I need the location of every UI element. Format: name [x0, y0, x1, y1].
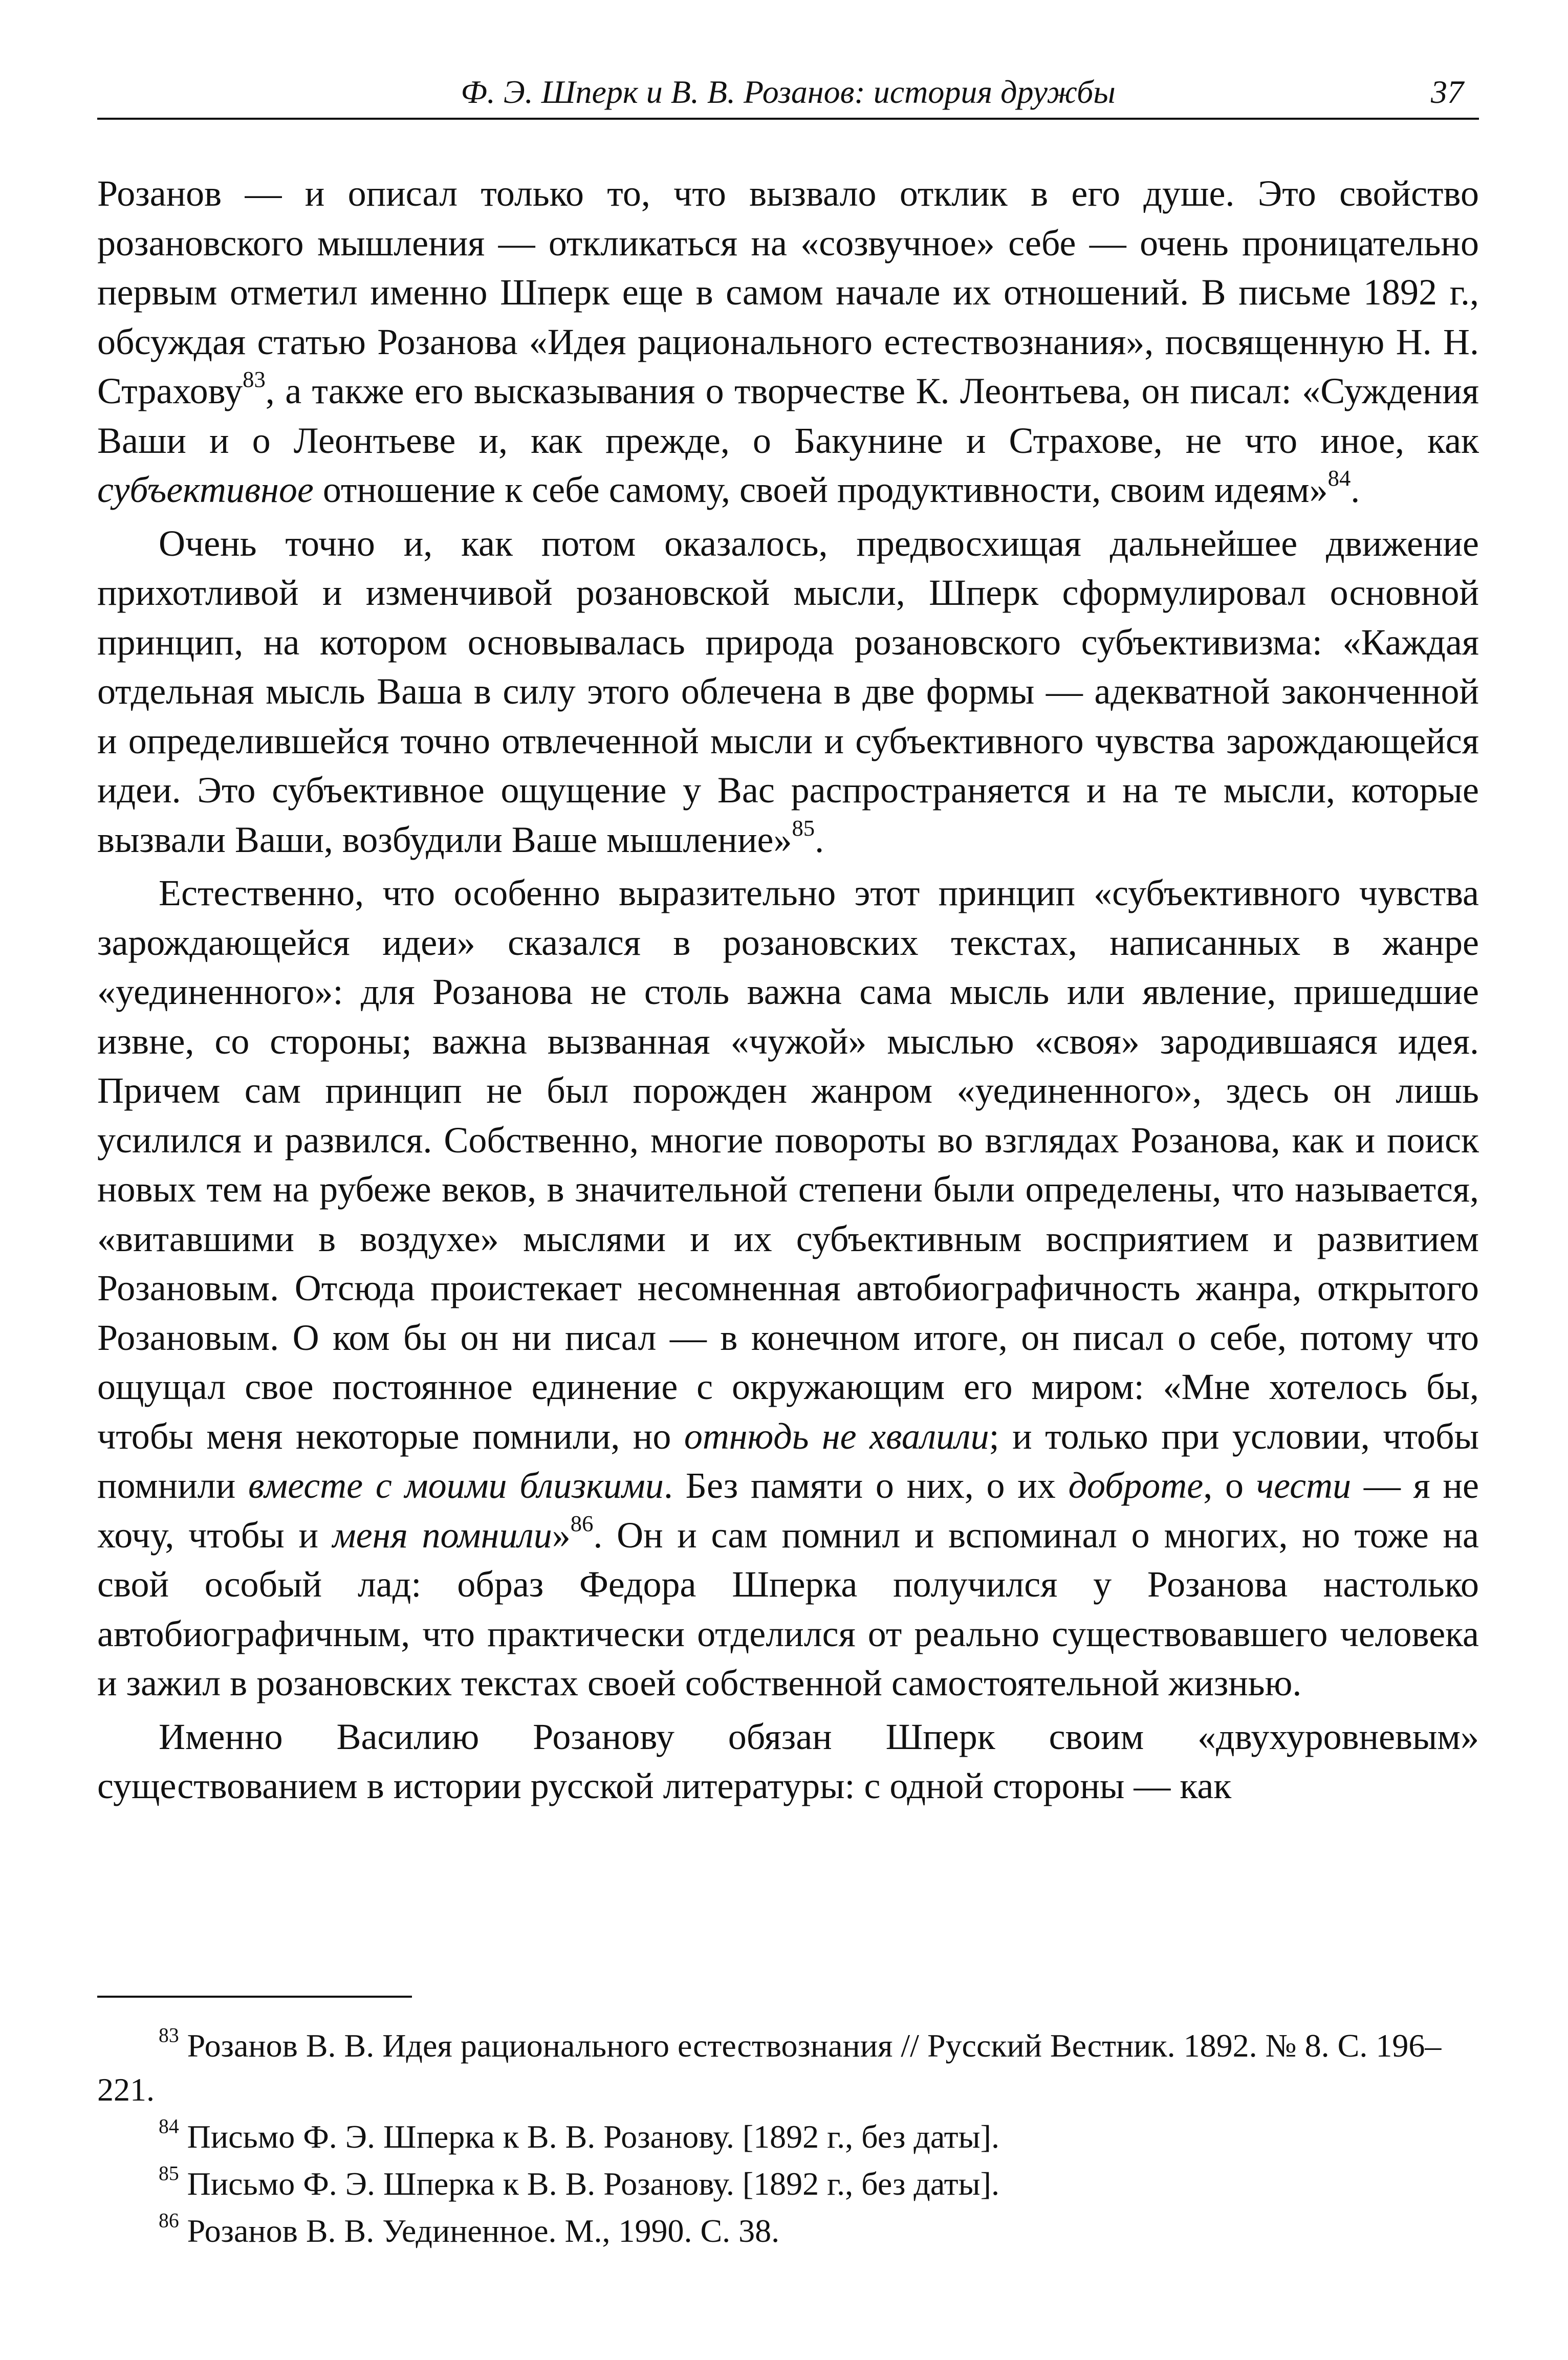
paragraph: Очень точно и, как потом оказалось, предвосхищая дальнейшее движение прихотливой и изменчивой розановской мысли, Шперк сформулировал основной принцип, на котором основывалась природа розановского субъективизма: «Каждая отдельная мысль Ваша в силу этого облечена в две формы — адекватной законченной и определившейся точно отвлеченной мысли и субъективного чувства зарождающейся идеи. Это субъективное ощущение у Вас распространяется и на те мысли, которые вызвали Ваши, возбудили Ваше мышление»$^{85}$.	[97, 522, 1479, 860]
footnote-number: 86	[159, 2209, 179, 2232]
footnote-number: 85	[159, 2162, 179, 2185]
footnote-text: Розанов В. В. Идея рационального естествознания // Русский Вестник. 1892. № 8. С. 196–221.	[97, 2027, 1442, 2108]
footnote-ref: 84	[1327, 465, 1351, 491]
footnote-ref: 85	[792, 815, 815, 841]
footnote-text: Розанов В. В. Уединенное. М., 1990. С. 38.	[187, 2213, 780, 2249]
emphasis: чести	[1256, 1465, 1352, 1506]
emphasis: доброте	[1068, 1465, 1204, 1506]
footnote-ref: 86	[570, 1510, 594, 1536]
footnote-number: 84	[159, 2115, 179, 2138]
page-number: 37	[1431, 74, 1464, 110]
footnote	[97, 2115, 1479, 2159]
footnote-number: 83	[159, 2024, 179, 2047]
footnotes	[97, 2024, 1479, 2256]
footnote	[97, 2209, 1479, 2253]
paragraph: Именно Василию Розанову обязан Шперк своим «двухуровневым» существованием в истории русской литературы: с одной стороны — как	[97, 1716, 1479, 1806]
paragraph: Розанов — и описал только то, что вызвало отклик в его душе. Это свойство розановского мышления — откликаться на «созвучное» себе — очень проницательно первым отметил именно Шперк еще в самом начале их отношений. В письме 1892 г., обсуждая статью Розанова «Идея рационального естествознания», посвященную Н. Н. Страхову$^{83}$, а также его высказывания о творчестве К. Леонтьева, он писал: «Суждения Ваши и о Леонтьеве и, как прежде, о Бакунине и Страхове, не что иное, как субъективное отношение к себе самому, своей продуктивности, своим идеям»$^{84}$.	[97, 173, 1479, 510]
emphasis: вместе с моими близкими	[248, 1465, 664, 1506]
running-title: Ф. Э. Шперк и В. В. Розанов: история дружбы	[461, 74, 1116, 110]
footnote	[97, 2024, 1479, 2112]
running-header	[97, 67, 1479, 120]
footnote-text: Письмо Ф. Э. Шперка к В. В. Розанову. [1892 г., без даты].	[187, 2166, 999, 2202]
emphasis: отнюдь не хвалили	[684, 1415, 989, 1457]
footnote-text: Письмо Ф. Э. Шперка к В. В. Розанову. [1892 г., без даты].	[187, 2118, 999, 2155]
emphasis: меня помнили	[332, 1514, 552, 1556]
main-text	[97, 169, 1479, 1811]
footnote-ref: 83	[243, 366, 266, 392]
footnote	[97, 2162, 1479, 2206]
footnote-separator	[97, 1996, 412, 1998]
emphasis: субъективное	[97, 469, 314, 510]
paragraph: Естественно, что особенно выразительно этот принцип «субъективного чувства зарождающейся идеи» сказался в розановских текстах, написанных в жанре «уединенного»: для Розанова не столь важна сама мысль или явление, пришедшие извне, со стороны; важна вызванная «чужой» мыслью «своя» зародившаяся идея. Причем сам принцип не был порожден жанром «уединенного», здесь он лишь усилился и развился. Собственно, многие повороты во взглядах Розанова, как и поиск новых тем на рубеже веков, в значительной степени были определены, что называется, «витавшими в воздухе» мыслями и их субъективным восприятием и развитием Розановым. Отсюда проистекает несомненная автобиографичность жанра, открытого Розановым. О ком бы он ни писал — в конечном итоге, он писал о себе, потому что ощущал свое постоянное единение с окружающим его миром: «Мне хотелось бы, чтобы меня некоторые помнили, но отнюдь не хвалили; и только при условии, чтобы помнили вместе с моими близкими. Без памяти о них, о их доброте, о чести — я не хочу, чтобы и меня помнили»$^{86}$. Он и сам помнил и вспоминал о многих, но тоже на свой особый лад: образ Федора Шперка получился у Розанова настолько автобиографичным, что практически отделился от реально существовавшего человека и зажил в розановских текстах своей собственной самостоятельной жизнью.	[97, 872, 1479, 1703]
